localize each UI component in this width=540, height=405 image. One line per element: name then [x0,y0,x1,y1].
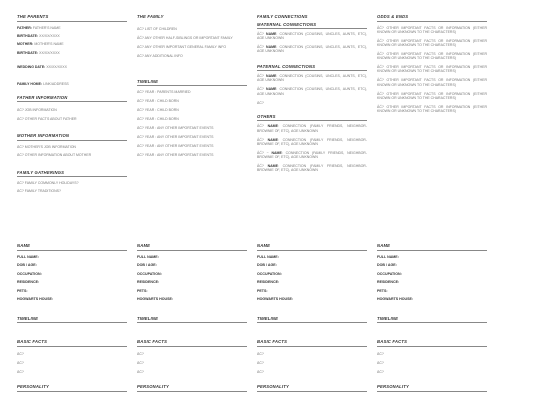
profile-field: DOB / AGE: [137,263,157,267]
profile-field: PETS: [257,288,268,293]
profile-basic-facts-header: BASIC FACTS [137,339,247,347]
profile-header: NAME [257,243,367,251]
list-item: ÂĆ? FAMILY TRADITIONS? [17,189,61,194]
list-item: ÂĆ? OTHER IMPORTANT FACTS OR INFORMATION (EITHER KNOWN OR UNKNOWN TO THE CHARACTERS) [377,25,487,34]
list-item: ÂĆ? YEAR : CHILD BORN [137,117,179,122]
section-header-parents: THE PARENTS [17,14,127,22]
list-item: ÂĆ? NAME: CONNECTION (FAMILY FRIENDS, NEIGHBOR-BROWNIE OF, ETC), AGE UNKNOWN [257,137,367,146]
list-item: ÂĆ? ~ NAME: CONNECTION (FAMILY FRIENDS, NEIGHBOR-BROWNIE OF, ETC), AGE UNKNOWN [257,150,367,160]
list-item: ÂĆ? OTHER FACTS ABOUT FATHER [17,116,77,121]
list-item: ÂĆ? [17,360,24,365]
father-birth-line: BIRTHDATE: XX/XX/XXXX [17,33,60,38]
profile-header: NAME [377,243,487,251]
profile-timeline-header: TIMELINE [377,316,487,324]
list-item: ÂĆ? OTHER INFORMATION ABOUT MOTHER [17,153,92,158]
profile-basic-facts-header: BASIC FACTS [257,339,367,347]
list-item: ÂĆ? YEAR : CHILD BORN [137,108,179,113]
list-item: ÂĆ? [377,360,384,365]
list-item: ÂĆ? [17,370,24,375]
list-item: ÂĆ? OTHER IMPORTANT FACTS OR INFORMATION (EITHER KNOWN OR UNKNOWN TO THE CHARACTERS) [377,38,487,47]
section-header-maternal: MATERNAL CONNECTIONS [257,22,367,30]
profile-field: PETS: [377,288,388,293]
list-item: ÂĆ? OTHER IMPORTANT FACTS OR INFORMATION (EITHER KNOWN OR UNKNOWN TO THE CHARACTERS) [377,104,487,113]
profile-field: HOGWARTS HOUSE: [257,297,294,301]
list-item: ÂĆ? [17,351,24,356]
profile-personality-header: PERSONALITY [377,384,487,392]
profile-block-1 [17,243,127,396]
profile-field: RESIDENCE: [257,280,280,284]
list-item: ÂĆ? [257,360,264,365]
profile-field: RESIDENCE: [137,280,160,284]
profile-block-3 [257,243,367,396]
profile-field: OCCUPATION: [17,271,42,276]
list-item: ÂĆ? YEAR : CHILD BORN [137,99,179,104]
profile-header: NAME [17,243,127,251]
list-item: ÂĆ? OTHER IMPORTANT FACTS OR INFORMATION (EITHER KNOWN OR UNKNOWN TO THE CHARACTERS) [377,91,487,100]
list-item: ÂĆ? [257,351,264,356]
profile-personality-header: PERSONALITY [257,384,367,392]
list-item: ÂĆ? NAME: CONNECTION (COUSINS, UNCLES, AUNTS, ETC), AGE UNKNOWN [257,87,367,96]
profile-field: DOB / AGE: [17,263,37,267]
home-line: FAMILY HOME: LINK/ADDRESS [17,81,69,86]
section-header-connections: FAMILY CONNECTIONS [257,14,308,19]
list-item: ÂĆ? OTHER IMPORTANT FACTS OR INFORMATION (EITHER KNOWN OR UNKNOWN TO THE CHARACTERS) [377,78,487,87]
column-odds-ends [377,14,487,118]
list-item: ÂĆ? MOTHER'S JOB INFORMATION [17,144,76,149]
list-item: ÂĆ? OTHER IMPORTANT FACTS OR INFORMATION (EITHER KNOWN OR UNKNOWN TO THE CHARACTERS) [377,51,487,61]
profile-field: RESIDENCE: [17,280,40,284]
list-item: ÂĆ? ANY OTHER IMPORTANT GENERAL FAMILY INFO [137,44,227,49]
profile-timeline-header: TIMELINE [257,316,367,324]
profile-field: OCCUPATION: [137,271,162,276]
profile-field: HOGWARTS HOUSE: [377,297,414,301]
list-item: ÂĆ? YEAR : ANY OTHER IMPORTANT EVENTS [137,126,214,131]
list-item: ÂĆ? YEAR : PARENTS MARRIED [137,90,191,95]
profile-field: FULL NAME: [377,254,399,259]
profile-timeline-header: TIMELINE [137,316,247,324]
section-header-family: THE FAMILY [137,14,164,19]
profile-field: PETS: [137,288,148,293]
section-header-father-info: FATHER INFORMATION [17,95,127,103]
section-header-odds-ends: ODDS & ENDS [377,14,487,22]
list-item: ÂĆ? [257,100,264,105]
list-item: ÂĆ? LIST OF CHILDREN [137,26,177,31]
profile-field: PETS: [17,288,28,293]
profile-personality-header: PERSONALITY [137,384,247,392]
profile-timeline-header: TIMELINE [17,316,127,324]
profile-block-4 [377,243,487,396]
list-item: ÂĆ? YEAR : ANY OTHER IMPORTANT EVENTS [137,135,214,140]
profile-field: DOB / AGE: [257,263,277,267]
list-item: ÂĆ? [377,351,384,356]
column-connections [257,14,367,177]
profile-field: HOGWARTS HOUSE: [17,297,54,301]
mother-birth-line: BIRTHDATE: XX/XX/XXXX [17,50,60,55]
list-item: ÂĆ? [257,370,264,375]
profile-field: RESIDENCE: [377,280,400,284]
section-header-others: OTHERS [257,114,367,122]
profile-field: FULL NAME: [137,254,159,259]
profile-field: OCCUPATION: [257,271,282,276]
section-header-paternal: PATERNAL CONNECTIONS [257,64,367,72]
column-family [137,14,247,158]
profile-field: DOB / AGE: [377,263,397,267]
list-item: ÂĆ? FAMILY COMMONLY HOLIDAYS? [17,181,79,186]
list-item: ÂĆ? YEAR : ANY OTHER IMPORTANT EVENTS [137,153,214,158]
mother-line: MOTHER: MOTHER'S NAME [17,42,64,47]
profile-field: OCCUPATION: [377,271,402,276]
list-item: ÂĆ? NAME: CONNECTION (COUSINS, UNCLES, AUNTS, ETC), AGE UNKNOWN [257,45,367,54]
list-item: ÂĆ? OTHER IMPORTANT FACTS OR INFORMATION (EITHER KNOWN OR UNKNOWN TO THE CHARACTERS) [377,65,487,74]
section-header-mother-info: MOTHER INFORMATION [17,133,127,141]
profile-field: FULL NAME: [257,254,279,259]
list-item: ÂĆ? YEAR : ANY OTHER IMPORTANT EVENTS [137,144,214,149]
list-item: ÂĆ? [137,351,144,356]
profile-block-2 [137,243,247,396]
profile-field: HOGWARTS HOUSE: [137,297,174,301]
profile-basic-facts-header: BASIC FACTS [377,339,487,347]
list-item: ÂĆ? [137,360,144,365]
list-item: ÂĆ? NAME: CONNECTION (COUSINS, UNCLES, AUNTS, ETC), AGE UNKNOWN [257,74,367,83]
profile-header: NAME [137,243,247,251]
list-item: ÂĆ? NAME: CONNECTION (FAMILY FRIENDS, NEIGHBOR-BROWNIE OF, ETC), AGE UNKNOWN [257,164,367,173]
profile-personality-header: PERSONALITY [17,384,127,392]
wedding-line: WEDDING DATE: XX/XX/XXXX [17,65,67,70]
list-item: ÂĆ? NAME: CONNECTION (COUSINS, UNCLES, AUNTS, ETC), AGE UNKNOWN [257,32,367,41]
list-item: ÂĆ? ANY ADDITIONAL INFO [137,54,183,59]
list-item: ÂĆ? JOB INFORMATION [17,108,57,113]
section-header-timeline: TIMELINE [137,79,247,87]
column-parents [17,14,127,194]
list-item: ÂĆ? [137,370,144,375]
list-item: ÂĆ? ANY OTHER HALF-SIBLINGS OR IMPORTANT FAMILY [137,35,233,40]
profile-field: FULL NAME: [17,254,39,259]
profile-basic-facts-header: BASIC FACTS [17,339,127,347]
list-item: ÂĆ? [377,370,384,375]
father-line: FATHER: FATHER'S NAME [17,25,61,30]
section-header-gatherings: FAMILY GATHERINGS [17,170,127,178]
list-item: ÂĆ? NAME: CONNECTION (FAMILY FRIENDS, NEIGHBOR-BROWNIE OF, ETC), AGE UNKNOWN [257,124,367,133]
